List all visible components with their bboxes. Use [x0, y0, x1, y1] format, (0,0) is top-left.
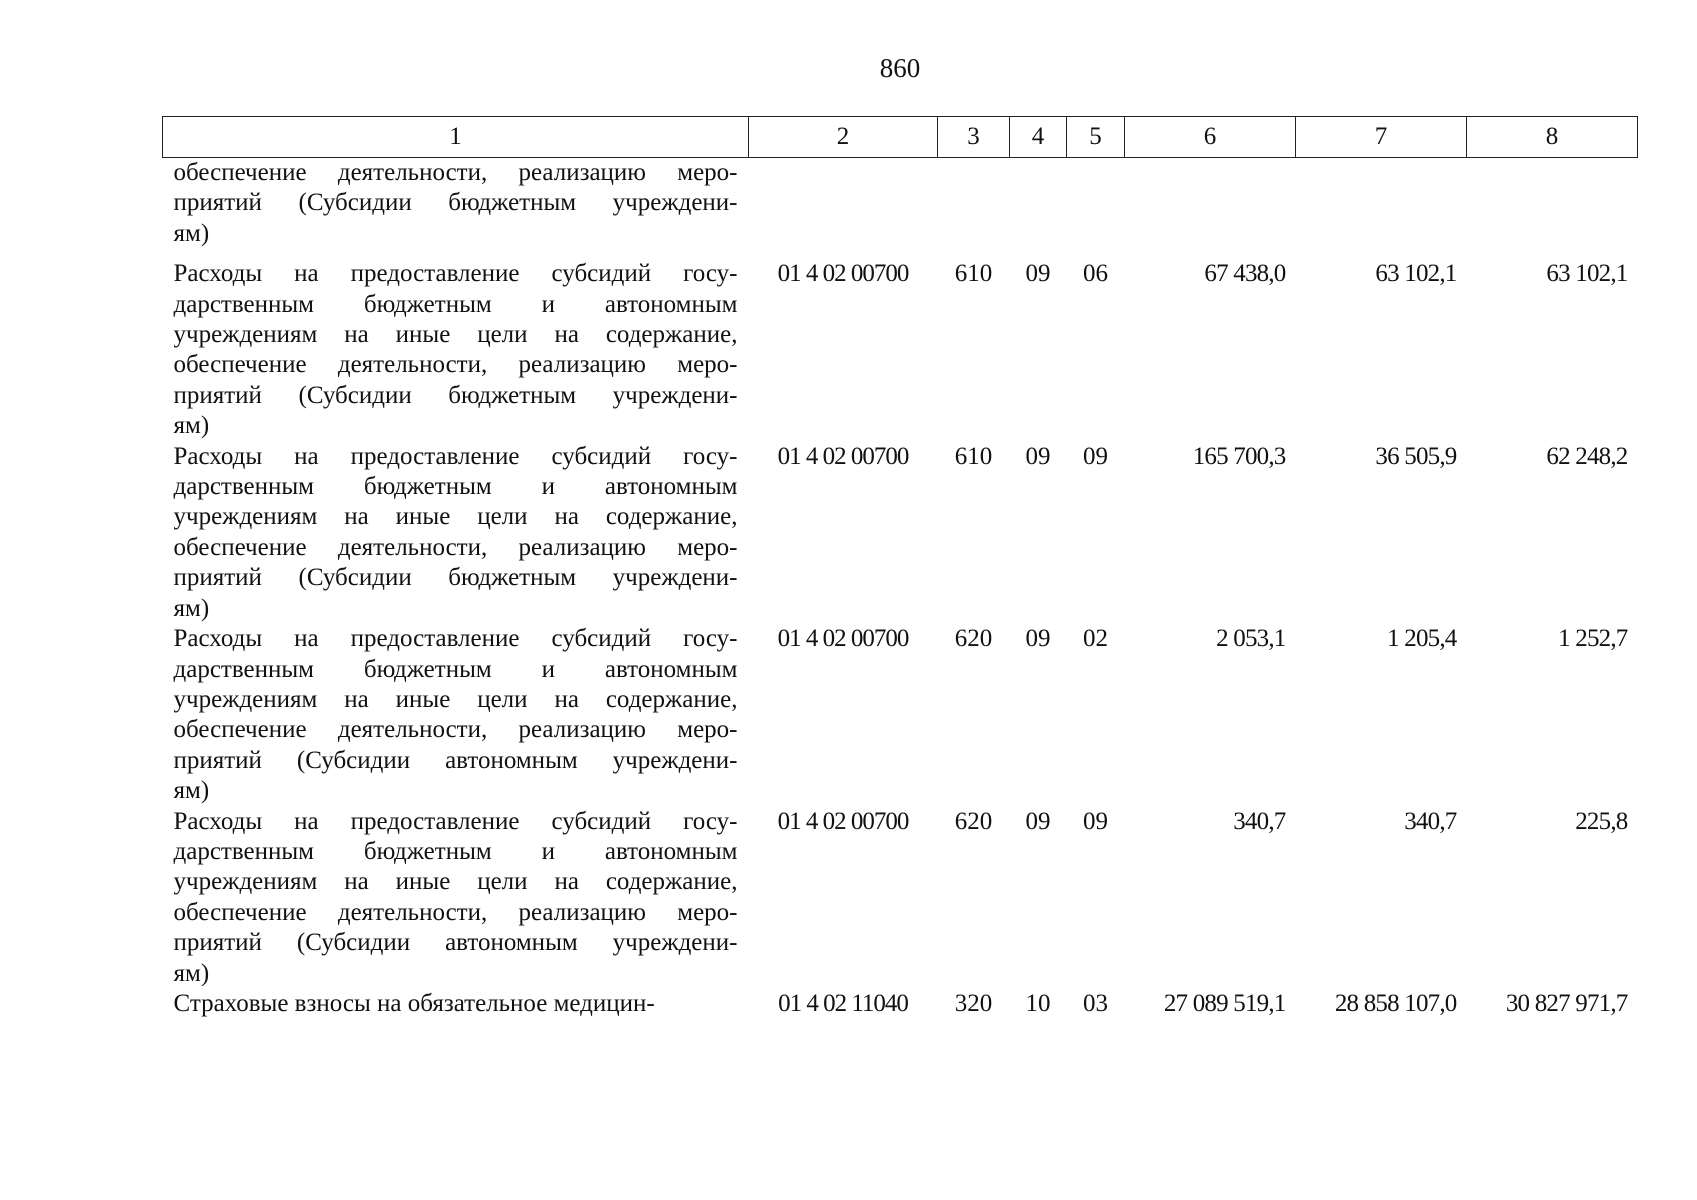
- description-cell: [163, 442, 749, 624]
- section-cell: [1010, 158, 1067, 260]
- amount-col8-cell: 225,8: [1575, 807, 1628, 835]
- amount-col6-cell: 27 089 519,1: [1163, 989, 1286, 1017]
- subsection-cell: 03: [1083, 989, 1108, 1017]
- description-line: Страховые взносы на обязательное медицин-: [173, 989, 655, 1017]
- column-header-7: 7: [1296, 117, 1467, 158]
- amount-col7-cell: 36 505,9: [1375, 442, 1457, 470]
- amount-col6-cell: 67 438,0: [1204, 260, 1286, 288]
- budget-code-cell: 01 4 02 11040: [778, 989, 908, 1017]
- table-row: [163, 259, 1638, 441]
- description-line: дарственным бюджетным и автономным: [173, 837, 738, 865]
- section-cell: 09: [1025, 260, 1051, 288]
- description-line: ям): [173, 777, 210, 805]
- description-line: дарственным бюджетным и автономным: [173, 473, 738, 501]
- description-line: учреждениям на иные цели на содержание,: [173, 685, 738, 713]
- column-header-4: 4: [1010, 117, 1067, 158]
- budget-table: [162, 116, 1638, 1019]
- expense-type-cell: 320: [954, 989, 993, 1017]
- column-header-1: 1: [163, 117, 749, 158]
- column-header-6: 6: [1125, 117, 1296, 158]
- subsection-cell: 06: [1083, 260, 1108, 288]
- amount-col8-cell: 63 102,1: [1546, 260, 1628, 288]
- description-cell: [163, 259, 749, 441]
- table-body: [163, 158, 1638, 1020]
- budget-code-cell: 01 4 02 00700: [777, 807, 909, 835]
- amount-col7-cell: [1296, 158, 1467, 260]
- page-number: 860: [879, 53, 921, 83]
- amount-col7-cell: 1 205,4: [1387, 625, 1457, 653]
- description-line: ям): [173, 219, 210, 247]
- expense-type-cell: [938, 158, 1010, 260]
- section-cell: 09: [1025, 807, 1051, 835]
- description-line: дарственным бюджетным и автономным: [173, 655, 738, 683]
- section-cell: 09: [1025, 442, 1051, 470]
- description-cell: [163, 807, 749, 989]
- amount-col7-cell: 28 858 107,0: [1334, 989, 1457, 1017]
- description-line: приятий (Субсидии бюджетным учреждени-: [173, 564, 738, 592]
- subsection-cell: 09: [1083, 442, 1108, 470]
- description-line: учреждениям на иные цели на содержание,: [173, 321, 738, 349]
- description-line: Расходы на предоставление субсидий госу-: [173, 807, 738, 835]
- expense-type-cell: 620: [954, 625, 993, 653]
- amount-col6-cell: [1125, 158, 1296, 260]
- description-line: обеспечение деятельности, реализацию меро-: [173, 533, 738, 561]
- expense-type-cell: 610: [954, 442, 993, 470]
- description-line: Расходы на предоставление субсидий госу-: [173, 442, 738, 470]
- description-line: ям): [173, 959, 210, 987]
- amount-col6-cell: 165 700,3: [1192, 442, 1286, 470]
- description-line: Расходы на предоставление субсидий госу-: [173, 260, 738, 288]
- description-line: Расходы на предоставление субсидий госу-: [173, 625, 738, 653]
- amount-col7-cell: 63 102,1: [1375, 260, 1457, 288]
- table-header: [163, 117, 1638, 158]
- amount-col8-cell: 1 252,7: [1558, 625, 1628, 653]
- table-row: [163, 989, 1638, 1019]
- expense-type-cell: 620: [954, 807, 993, 835]
- amount-col8-cell: 62 248,2: [1546, 442, 1628, 470]
- subsection-cell: 02: [1083, 625, 1108, 653]
- table-row: [163, 807, 1638, 989]
- table-row: [163, 442, 1638, 624]
- description-cell: [163, 624, 749, 806]
- column-header-5: 5: [1067, 117, 1125, 158]
- description-cell: [163, 158, 749, 260]
- description-cell: [163, 989, 749, 1019]
- amount-col8-cell: 30 827 971,7: [1505, 989, 1628, 1017]
- description-line: обеспечение деятельности, реализацию меро-: [173, 898, 738, 926]
- expense-type-cell: 610: [954, 260, 993, 288]
- section-cell: 09: [1025, 625, 1051, 653]
- description-line: приятий (Субсидии бюджетным учреждени-: [173, 381, 738, 409]
- subsection-cell: [1067, 158, 1125, 260]
- table-row: [163, 158, 1638, 260]
- description-line: ям): [173, 412, 210, 440]
- amount-col8-cell: [1467, 158, 1638, 260]
- description-line: приятий (Субсидии бюджетным учреждени-: [173, 189, 738, 217]
- description-line: обеспечение деятельности, реализацию меро-: [173, 351, 738, 379]
- column-header-2: 2: [749, 117, 938, 158]
- budget-code-cell: 01 4 02 00700: [777, 442, 909, 470]
- column-header-3: 3: [938, 117, 1010, 158]
- description-line: обеспечение деятельности, реализацию меро-: [173, 716, 738, 744]
- budget-code-cell: 01 4 02 00700: [777, 625, 909, 653]
- description-line: ям): [173, 594, 210, 622]
- amount-col7-cell: 340,7: [1404, 807, 1457, 835]
- subsection-cell: 09: [1083, 807, 1108, 835]
- section-cell: 10: [1025, 989, 1051, 1017]
- header-row: [163, 117, 1638, 158]
- description-line: учреждениям на иные цели на содержание,: [173, 868, 738, 896]
- table-row: [163, 624, 1638, 806]
- description-line: учреждениям на иные цели на содержание,: [173, 503, 738, 531]
- description-line: обеспечение деятельности, реализацию меро-: [173, 159, 738, 186]
- description-line: приятий (Субсидии автономным учреждени-: [173, 929, 738, 957]
- budget-code-cell: [749, 158, 938, 260]
- amount-col6-cell: 340,7: [1233, 807, 1286, 835]
- amount-col6-cell: 2 053,1: [1216, 625, 1286, 653]
- description-line: дарственным бюджетным и автономным: [173, 290, 738, 318]
- description-line: приятий (Субсидии автономным учреждени-: [173, 746, 738, 774]
- budget-code-cell: 01 4 02 00700: [777, 260, 909, 288]
- column-header-8: 8: [1467, 117, 1638, 158]
